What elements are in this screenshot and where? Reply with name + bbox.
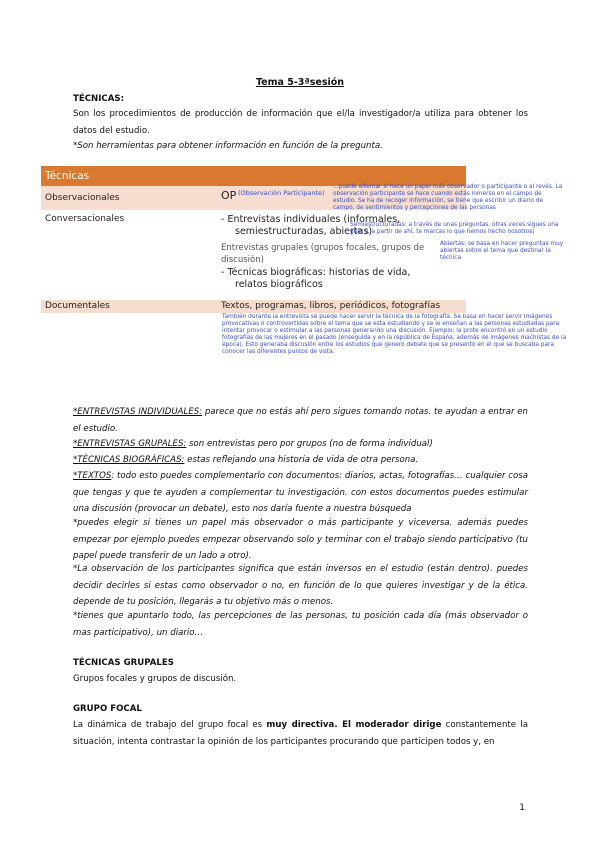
paragraph-label: *TEXTOS [73, 471, 112, 481]
inline-note: (Observación Participante) [238, 189, 325, 197]
paragraph-text: estas reflejando una historia de vida de otra persona. [184, 455, 419, 465]
row-item: relatos biográficos [235, 279, 323, 290]
paragraph [73, 468, 528, 518]
section-heading: GRUPO FOCAL [73, 704, 142, 714]
paragraph-label: *ENTREVISTAS GRUPALES: [73, 439, 187, 449]
row-item: discusión) [221, 255, 264, 265]
row-item: Entrevistas grupales (grupos focales, grupos de [221, 243, 425, 253]
paragraph-text: parece que no estás ahí pero sigues tomando notas. te ayudan a entrar en el estudio. [73, 407, 528, 434]
annotation-note: Semiestructuradas: a través de unas preguntas, otras veces sigues una guía y, a partir de ahí, te marcas lo que hemos hecho nosotros) [350, 222, 559, 235]
annotation-note: ...puede alternar si hace un papel más observador o participante o al revés. La observación participante se hace cuando estás inmerso en el campo de estudio. Se ha de recoger información, se tiene que escribir un diario de campo, de sentimientos y percepciones de las personas [333, 184, 563, 211]
tecnicas-heading: TÉCNICAS: [73, 94, 125, 104]
intro-paragraph: Son los procedimientos de producción de información que el/la investigador/a utiliza para obtener los datos del estudio. [73, 109, 528, 136]
page-number: 1 [519, 803, 525, 813]
table-header: Técnicas [41, 166, 466, 186]
row-label: Documentales [45, 301, 110, 311]
row-content: Textos, programas, libros, periódicos, fotografías [221, 301, 441, 311]
row-item: - Técnicas biográficas: historias de vida, [221, 267, 411, 278]
row-label: Observacionales [45, 193, 120, 203]
text-run: muy directiva. [266, 720, 338, 730]
page-title: Tema 5-3ªsesión [255, 77, 345, 88]
paragraph [73, 436, 528, 453]
row-label: Conversacionales [45, 214, 125, 224]
section-text [73, 717, 528, 750]
paragraph: *puedes elegir si tienes un papel más observador o más participante y viceversa. además puedes empezar por ejemplo puedes empezar observando solo y terminar con el trabajo siendo participativo (tu papel puede transferir de un lado a otro). [73, 518, 528, 562]
text-run: constantemente la situación, intenta contrastar la opinión de los participantes procurando que participen todos y, en [73, 720, 528, 747]
row-item: - Entrevistas individuales (informales, [221, 214, 401, 225]
paragraph: *tienes que apuntarlo todo, las percepciones de las personas, tu posición cada día (más observador o mas participativo), un diario… [73, 611, 528, 638]
row-item: semiestructuradas, abiertas) [235, 226, 373, 237]
paragraph-label: *TÉCNICAS BIOGRÁFICAS: [73, 455, 185, 465]
paragraph: *La observación de los participantes significa que están inversos en el estudio (están dentro). puedes decidir decirles si estas como observador o no, en función de lo que quieres investigar y de la ética. depende de tu posición, llegarás a tu objetivo más o menos. [73, 564, 528, 608]
paragraph [73, 404, 528, 437]
text-run: El moderador dirige [337, 720, 442, 730]
paragraph [73, 452, 528, 469]
paragraph-text: son entrevistas pero por grupos (no de forma individual) [186, 439, 433, 449]
section-text: Grupos focales y grupos de discusión. [73, 674, 237, 684]
text-run: La dinámica de trabajo del grupo focal es [73, 720, 267, 730]
intro-note: *Son herramientas para obtener información en función de la pregunta. [73, 141, 383, 151]
paragraph-label: *ENTREVISTAS INDIVIDUALES: [73, 407, 203, 417]
paragraph-text: : todo esto puedes complementarlo con documentos: diarios, actas, fotografías… cualquier cosa que tengas y que te ayuden a complementar tu investigación. con estos documentos puedes estimular una discusión (provocar un debate), esto nos daría fuente a nuestra búsqueda [73, 471, 528, 515]
annotation-note: Abiertas: se basa en hacer preguntas muy abiertas sobre el tema que destinar la técnica [440, 241, 564, 261]
row-content: OP [221, 189, 237, 202]
table-row [41, 300, 466, 313]
annotation-note: También durante la entrevista se puede hacer servir la técnica de la fotografía. Se basa en hacer servir imágenes provocativas o controvertidas sobre el tema que se esta estudiando y se le enseñan a las personas estudiadas para intentar provocar o estimular a las personas generando una discusión. Ejemplo: la prote encontró en un estudio fotografías de las mujeres en el pasado (enseguida y en la república de España, además de imágenes machistas de la época). Esto generaba discusión entre los estudios que generó debate que se presentó en el que se buscaba para conocer las diferentes puntos de vista. [222, 314, 567, 355]
section-heading: TÉCNICAS GRUPALES [73, 658, 174, 668]
